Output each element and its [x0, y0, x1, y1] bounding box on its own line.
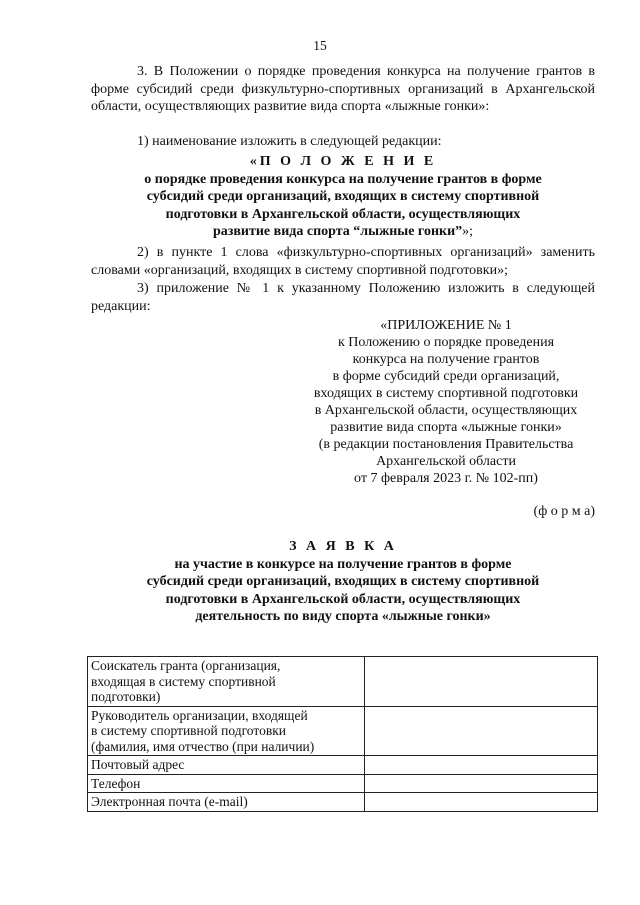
form-label-cell: [88, 657, 365, 707]
polozhenie-subtitle-line: подготовки в Архангельской области, осуществляющих: [165, 206, 521, 222]
appendix-line: «ПРИЛОЖЕНИЕ № 1: [380, 318, 512, 333]
polozhenie-subtitle-line: развитие вида спорта “лыжные гонки”: [212, 224, 463, 239]
form-label-line: Соискатель гранта (организация,: [91, 658, 281, 673]
table-row: [88, 657, 598, 707]
polozhenie-subtitle-line: о порядке проведения конкурса на получение грантов в форме: [144, 171, 542, 187]
sub1-paragraph: 1) наименование изложить в следующей редакции:: [137, 134, 442, 149]
appendix-line: в форме субсидий среди организаций,: [332, 369, 560, 384]
appendix-line: развитие вида спорта «лыжные гонки»: [330, 420, 562, 435]
appendix-header: [290, 317, 602, 487]
appendix-line: Архангельской области: [376, 454, 516, 469]
application-form-table: [87, 656, 598, 812]
item3-intro-paragraph: 3. В Положении о порядке проведения конкурса на получение грантов в форме субсидий среди физкультурно-спортивных организаций в Архангельской области, осуществляющих развитие вида спорта «лыжные гонки»:: [91, 64, 595, 114]
table-row: [88, 774, 598, 793]
form-value-cell[interactable]: [365, 706, 598, 756]
sub2-paragraph: 2) в пункте 1 слова «физкультурно-спортивных организаций» заменить словами «организаций, входящих в систему спортивной подготовки»;: [91, 245, 595, 278]
zayavka-subtitle-line: на участие в конкурсе на получение грантов в форме: [174, 556, 512, 572]
appendix-line: конкурса на получение грантов: [352, 352, 540, 367]
appendix-line: от 7 февраля 2023 г. № 102-пп): [354, 471, 538, 486]
form-label-line: входящая в систему спортивной: [91, 673, 276, 689]
form-value-cell[interactable]: [365, 793, 598, 812]
form-label-line: Руководитель организации, входящей: [91, 707, 308, 723]
zayavka-subtitle-line: подготовки в Архангельской области, осуществляющих: [165, 591, 521, 607]
zayavka-title: З А Я В К А: [289, 539, 397, 554]
appendix-line: к Положению о порядке проведения: [337, 335, 555, 350]
zayavka-heading: [91, 538, 595, 626]
table-row: [88, 706, 598, 756]
form-label-cell: Телефон: [88, 774, 365, 793]
form-label-cell: Электронная почта (e-mail): [88, 793, 365, 812]
form-value-cell[interactable]: [365, 774, 598, 793]
polozhenie-heading: [91, 153, 595, 241]
form-value-cell[interactable]: [365, 657, 598, 707]
page-number: 15: [313, 38, 327, 53]
form-label-line: (фамилия, имя отчество (при наличии): [91, 738, 315, 754]
polozhenie-subtitle-line: субсидий среди организаций, входящих в систему спортивной: [146, 189, 540, 204]
form-label-line: подготовки): [91, 689, 161, 704]
form-label-line: в систему спортивной подготовки: [91, 723, 286, 738]
form-value-cell[interactable]: [365, 756, 598, 775]
polozhenie-subtitle-end: »;: [462, 224, 474, 239]
appendix-line: (в редакции постановления Правительства: [318, 437, 574, 452]
polozhenie-title: «П О Л О Ж Е Н И Е: [249, 154, 437, 169]
table-row: [88, 793, 598, 812]
sub3-paragraph: 3) приложение № 1 к указанному Положению изложить в следующей редакции:: [91, 281, 595, 314]
form-label-cell: Почтовый адрес: [88, 756, 365, 775]
forma-label: (ф о р м а): [533, 504, 595, 519]
appendix-line: входящих в систему спортивной подготовки: [313, 386, 579, 401]
form-label-cell: [88, 706, 365, 756]
zayavka-subtitle-line: деятельность по виду спорта «лыжные гонки»: [195, 609, 491, 624]
appendix-line: в Архангельской области, осуществляющих: [314, 403, 578, 418]
table-row: [88, 756, 598, 775]
zayavka-subtitle-line: субсидий среди организаций, входящих в систему спортивной: [146, 574, 540, 589]
